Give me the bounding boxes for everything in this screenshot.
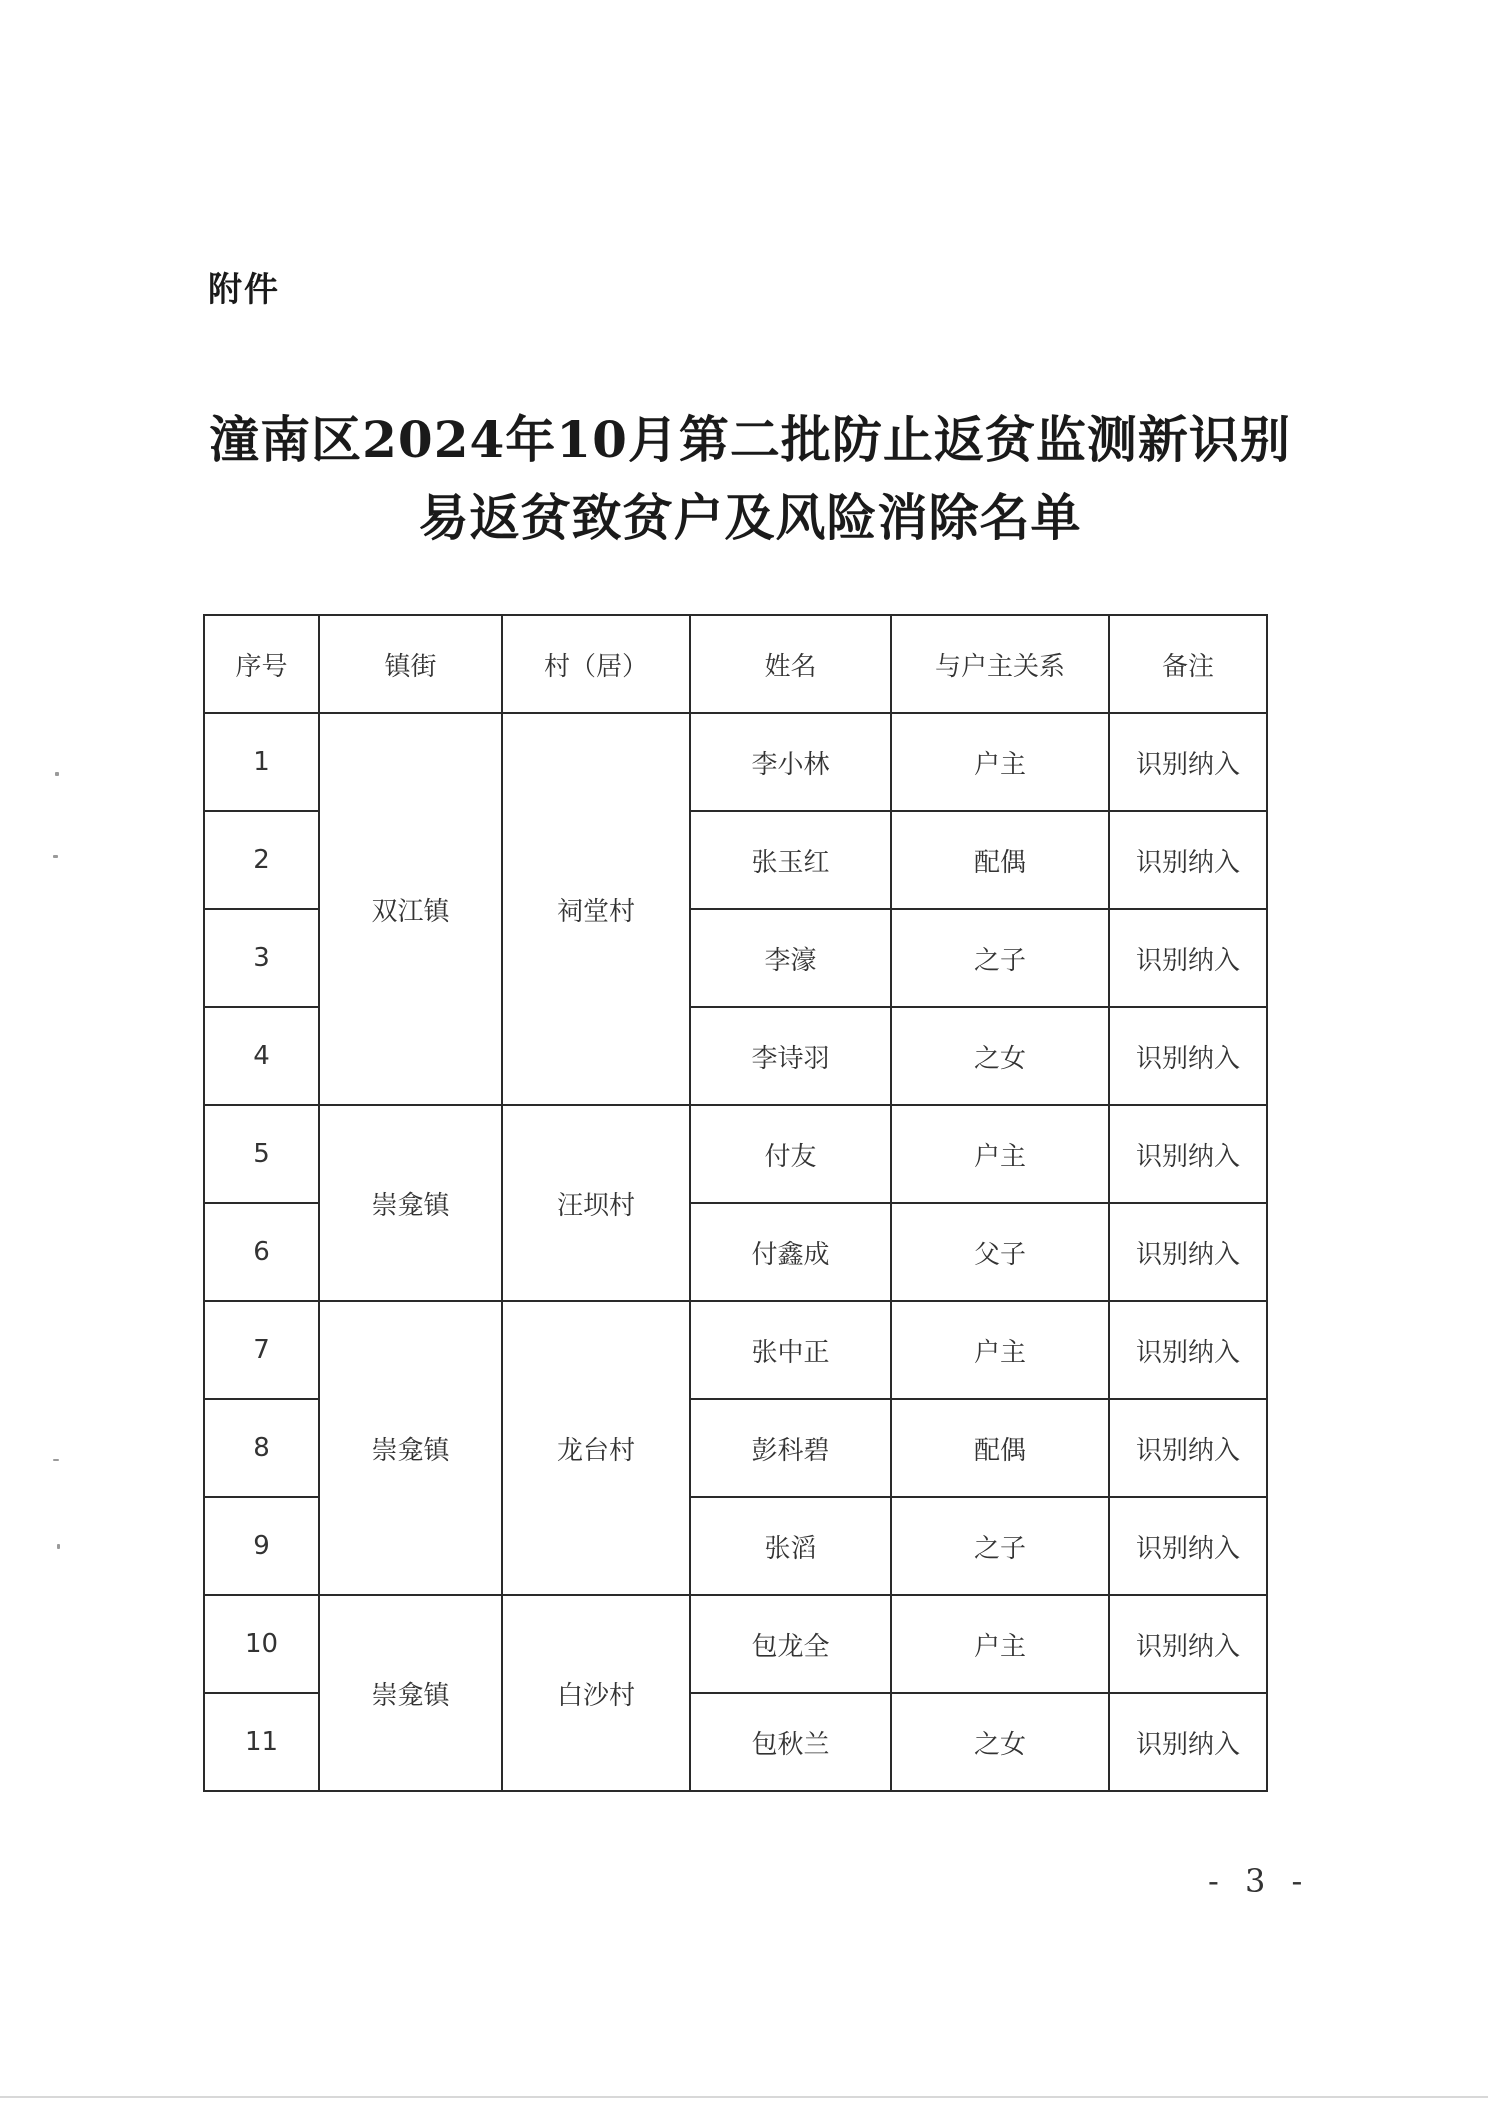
seq-cell: 2: [204, 811, 319, 909]
note-cell: 识别纳入: [1109, 1497, 1267, 1595]
town-cell: 崇龛镇: [319, 1301, 502, 1595]
seq-cell: 1: [204, 713, 319, 811]
note-cell: 识别纳入: [1109, 713, 1267, 811]
name-cell: 张滔: [690, 1497, 891, 1595]
note-cell: 识别纳入: [1109, 1693, 1267, 1791]
table-row: [204, 1105, 1267, 1203]
relation-cell: 户主: [891, 1105, 1109, 1203]
header-note: 备注: [1109, 615, 1267, 713]
name-cell: 彭科碧: [690, 1399, 891, 1497]
relation-cell: 配偶: [891, 811, 1109, 909]
seq-cell: 9: [204, 1497, 319, 1595]
table-row: [204, 1301, 1267, 1399]
document-title-line-1: 潼南区2024年10月第二批防止返贫监测新识别: [209, 410, 1291, 469]
note-cell: 识别纳入: [1109, 1399, 1267, 1497]
seq-cell: 8: [204, 1399, 319, 1497]
note-cell: 识别纳入: [1109, 909, 1267, 1007]
seq-cell: 7: [204, 1301, 319, 1399]
relation-cell: 户主: [891, 1301, 1109, 1399]
name-cell: 包龙全: [690, 1595, 891, 1693]
seq-cell: 3: [204, 909, 319, 1007]
village-cell: 龙台村: [502, 1301, 690, 1595]
name-cell: 张中正: [690, 1301, 891, 1399]
relation-cell: 之子: [891, 909, 1109, 1007]
town-cell: 双江镇: [319, 713, 502, 1105]
header-name: 姓名: [690, 615, 891, 713]
scan-speck: [57, 1544, 60, 1549]
header-town: 镇街: [319, 615, 502, 713]
seq-cell: 4: [204, 1007, 319, 1105]
name-cell: 付友: [690, 1105, 891, 1203]
relation-cell: 配偶: [891, 1399, 1109, 1497]
seq-cell: 6: [204, 1203, 319, 1301]
scan-speck: [53, 855, 58, 858]
name-cell: 李小林: [690, 713, 891, 811]
note-cell: 识别纳入: [1109, 1301, 1267, 1399]
table-row: [204, 1595, 1267, 1693]
village-cell: 汪坝村: [502, 1105, 690, 1301]
village-cell: 祠堂村: [502, 713, 690, 1105]
relation-cell: 之女: [891, 1007, 1109, 1105]
header-village: 村（居）: [502, 615, 690, 713]
seq-cell: 10: [204, 1595, 319, 1693]
roster-table: [203, 614, 1268, 1792]
seq-cell: 5: [204, 1105, 319, 1203]
name-cell: 付鑫成: [690, 1203, 891, 1301]
town-cell: 崇龛镇: [319, 1595, 502, 1791]
relation-cell: 户主: [891, 713, 1109, 811]
page-number: - 3 -: [1208, 1862, 1311, 1900]
note-cell: 识别纳入: [1109, 1595, 1267, 1693]
note-cell: 识别纳入: [1109, 811, 1267, 909]
document-title-line-2: 易返贫致贫户及风险消除名单: [418, 488, 1082, 547]
header-seq: 序号: [204, 615, 319, 713]
note-cell: 识别纳入: [1109, 1105, 1267, 1203]
name-cell: 包秋兰: [690, 1693, 891, 1791]
table-row: [204, 713, 1267, 811]
name-cell: 李濠: [690, 909, 891, 1007]
note-cell: 识别纳入: [1109, 1203, 1267, 1301]
scan-speck: [55, 772, 59, 776]
table-header-row: [204, 615, 1267, 713]
name-cell: 张玉红: [690, 811, 891, 909]
note-cell: 识别纳入: [1109, 1007, 1267, 1105]
relation-cell: 之子: [891, 1497, 1109, 1595]
relation-cell: 户主: [891, 1595, 1109, 1693]
scan-edge-line: [0, 2096, 1488, 2098]
seq-cell: 11: [204, 1693, 319, 1791]
relation-cell: 之女: [891, 1693, 1109, 1791]
town-cell: 崇龛镇: [319, 1105, 502, 1301]
village-cell: 白沙村: [502, 1595, 690, 1791]
header-relation: 与户主关系: [891, 615, 1109, 713]
relation-cell: 父子: [891, 1203, 1109, 1301]
attachment-label: 附件: [208, 270, 280, 310]
scan-speck: [53, 1459, 59, 1461]
name-cell: 李诗羽: [690, 1007, 891, 1105]
